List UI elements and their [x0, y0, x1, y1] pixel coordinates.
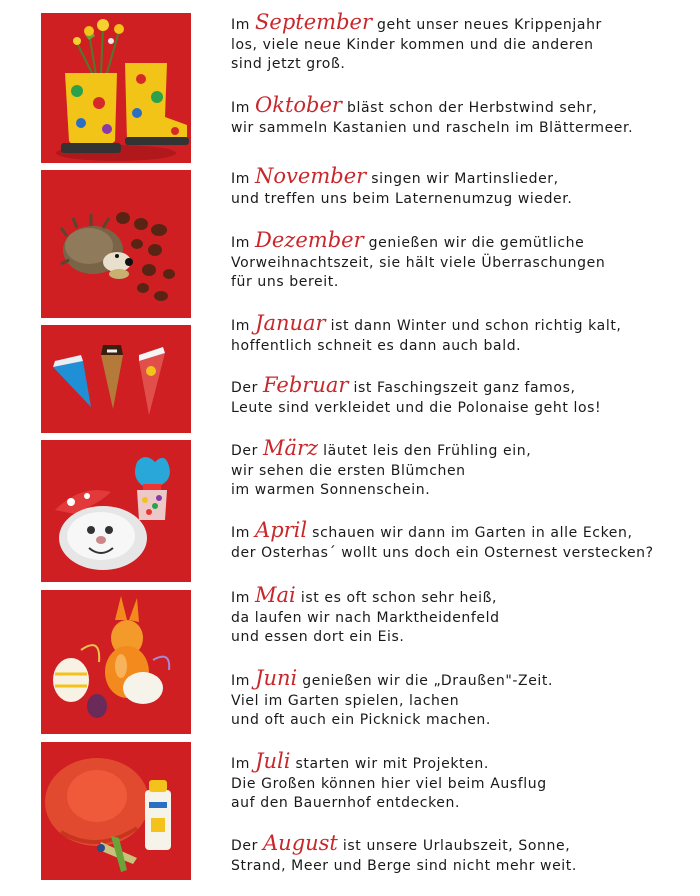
- photo-rain-boots: [41, 13, 191, 163]
- verse-juni: Im Juni genießen wir die „Draußen"-Zeit. Viel im Garten spielen, lachen und oft auch ein Picknick machen.: [231, 666, 554, 728]
- month-name: Dezember: [255, 228, 364, 252]
- verse-dezember: Im Dezember genießen wir die gemütliche Vorweihnachtszeit, sie hält viele Überraschungen für uns bereit.: [231, 228, 606, 290]
- month-name: Februar: [263, 373, 349, 397]
- photo-ice-cream-cones: [41, 325, 191, 433]
- photo-hedgehog: [41, 170, 191, 318]
- verse-april: Im April schauen wir dann im Garten in alle Ecken, der Osterhas´ wollt uns doch ein Osternest verstecken?: [231, 518, 654, 561]
- verse-juli: Im Juli starten wir mit Projekten. Die Großen können hier viel beim Ausflug auf den Bauernhof entdecken.: [231, 749, 547, 811]
- month-name: Juli: [255, 749, 291, 773]
- month-name: Juni: [255, 666, 298, 690]
- verse-november: Im November singen wir Martinslieder, und treffen uns beim Laternenumzug wieder.: [231, 164, 573, 207]
- month-name: August: [263, 831, 338, 855]
- photo-easter-bunny: [41, 590, 191, 734]
- verse-mai: Im Mai ist es oft schon sehr heiß, da laufen wir nach Marktheidenfeld und essen dort ein Eis.: [231, 583, 500, 645]
- month-name: Januar: [255, 311, 326, 335]
- verse-oktober: Im Oktober bläst schon der Herbstwind sehr, wir sammeln Kastanien und rascheln im Blättermeer.: [231, 93, 634, 136]
- month-name: September: [255, 10, 372, 34]
- month-name: Mai: [255, 583, 296, 607]
- verse-september: Im September geht unser neues Krippenjahr los, viele neue Kinder kommen und die anderen sind jetzt groß.: [231, 10, 602, 72]
- photo-toadstool-bowl: [41, 440, 191, 582]
- month-name: Oktober: [255, 93, 342, 117]
- photo-sun-hat: [41, 742, 191, 880]
- verse-august: Der August ist unsere Urlaubszeit, Sonne, Strand, Meer und Berge sind nicht mehr weit.: [231, 831, 577, 874]
- month-name: April: [255, 518, 308, 542]
- verse-januar: Im Januar ist dann Winter und schon richtig kalt, hoffentlich schneit es dann auch bald.: [231, 311, 622, 354]
- month-name: November: [255, 164, 367, 188]
- verse-februar: Der Februar ist Faschingszeit ganz famos, Leute sind verkleidet und die Polonaise geht los!: [231, 373, 602, 416]
- month-name: März: [263, 436, 319, 460]
- verse-maerz: Der März läutet leis den Frühling ein, wir sehen die ersten Blümchen im warmen Sonnenschein.: [231, 436, 532, 498]
